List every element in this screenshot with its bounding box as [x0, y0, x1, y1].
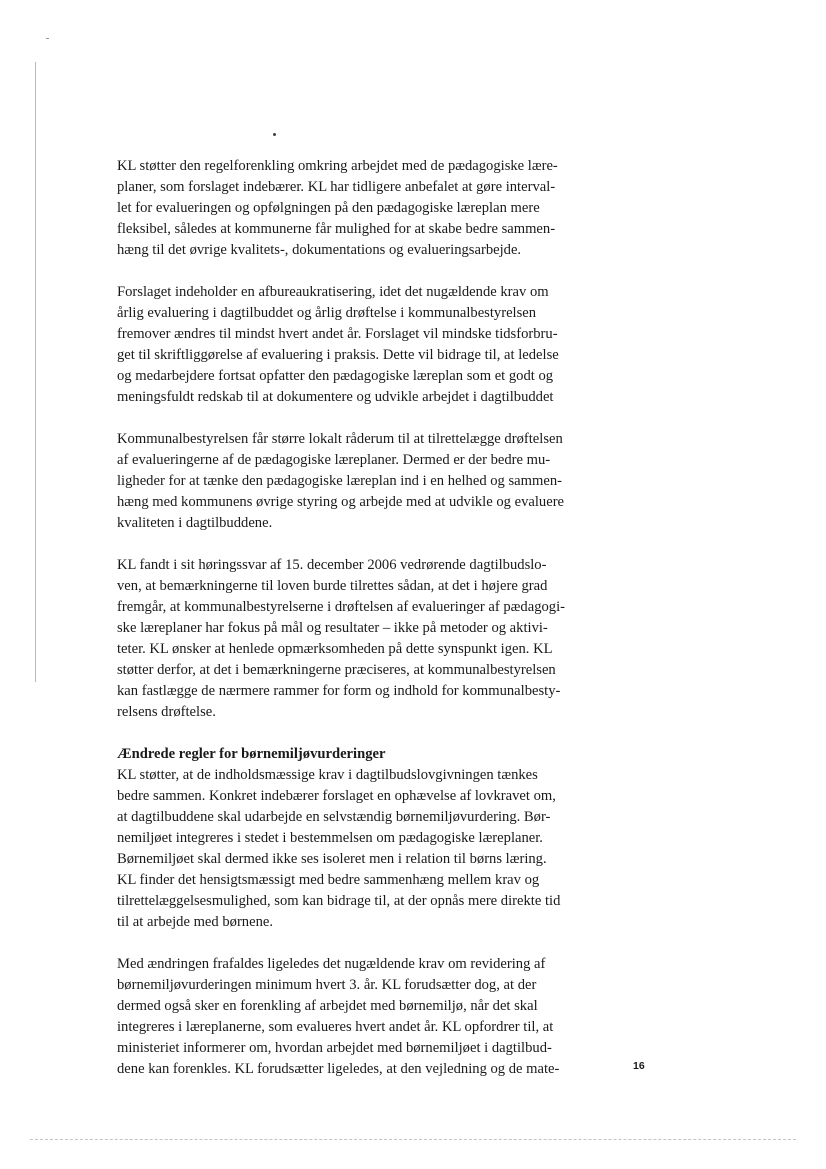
- text-line: kan fastlægge de nærmere rammer for form og indhold for kommunalbesty-: [117, 683, 561, 699]
- paragraph-regelforenkling: [117, 156, 601, 261]
- scan-artifact-left-edge: [35, 62, 36, 682]
- text-line: støtter derfor, at det i bemærkningerne præciseres, at kommunalbestyrelsen: [117, 662, 556, 678]
- text-line: af evalueringerne af de pædagogiske læreplaner. Dermed er der bedre mu-: [117, 452, 551, 468]
- text-line: dene kan forenkles. KL forudsætter ligeledes, at den vejledning og de mate-: [117, 1061, 560, 1077]
- text-line: ministeriet informerer om, hvordan arbejdet med børnemiljøet i dagtilbud-: [117, 1040, 552, 1056]
- text-line: og medarbejdere fortsat opfatter den pædagogiske læreplan som et godt og: [117, 368, 554, 384]
- scan-artifact-top: [46, 38, 49, 39]
- text-line: dermed også sker en forenkling af arbejdet med børnemiljø, når det skal: [117, 998, 538, 1014]
- text-line: ske læreplaner har fokus på mål og resultater – ikke på metoder og aktivi-: [117, 620, 548, 636]
- text-line: fremover ændres til mindst hvert andet år. Forslaget vil mindske tidsforbru-: [117, 326, 558, 342]
- paragraph-hoeringssvar: [117, 555, 601, 723]
- text-line: Kommunalbestyrelsen får større lokalt råderum til at tilrettelægge drøftelsen: [117, 431, 563, 447]
- text-line: get til skriftliggørelse af evaluering i praksis. Dette vil bidrage til, at ledelse: [117, 347, 559, 363]
- scan-artifact-dot: [273, 133, 276, 136]
- text-line: ven, at bemærkningerne til loven burde tilrettes sådan, at det i højere grad: [117, 578, 548, 594]
- text-line: KL finder det hensigtsmæssigt med bedre sammenhæng mellem krav og: [117, 872, 540, 888]
- text-line: tilrettelæggelsesmulighed, som kan bidrage til, at der opnås mere direkte tid: [117, 893, 561, 909]
- text-line: planer, som forslaget indebærer. KL har tidligere anbefalet at gøre interval-: [117, 179, 556, 195]
- text-line: meningsfuldt redskab til at dokumentere og udvikle arbejdet i dagtilbuddet: [117, 389, 554, 405]
- page-number: 16: [633, 1060, 645, 1072]
- text-line: teter. KL ønsker at henlede opmærksomheden på dette synspunkt igen. KL: [117, 641, 553, 657]
- text-line: Forslaget indeholder en afbureaukratisering, idet det nugældende krav om: [117, 284, 549, 300]
- text-line: KL støtter, at de indholdsmæssige krav i dagtilbudslovgivningen tænkes: [117, 767, 538, 783]
- text-line: KL fandt i sit høringssvar af 15. december 2006 vedrørende dagtilbudslo-: [117, 557, 547, 573]
- section-heading: Ændrede regler for børnemiljøvurderinger: [117, 746, 386, 762]
- text-line: at dagtilbuddene skal udarbejde en selvstændig børnemiljøvurdering. Bør-: [117, 809, 551, 825]
- text-line: hæng til det øvrige kvalitets-, dokumentations og evalueringsarbejde.: [117, 242, 522, 258]
- text-line: nemiljøet integreres i stedet i bestemmelsen om pædagogiske læreplaner.: [117, 830, 543, 846]
- text-line: til at arbejde med børnene.: [117, 914, 274, 930]
- text-line: fremgår, at kommunalbestyrelserne i drøftelsen af evalueringer af pædagogi-: [117, 599, 565, 615]
- text-line: årlig evaluering i dagtilbuddet og årlig drøftelse i kommunalbestyrelsen: [117, 305, 537, 321]
- text-line: Med ændringen frafaldes ligeledes det nugældende krav om revidering af: [117, 956, 546, 972]
- text-line: relsens drøftelse.: [117, 704, 216, 720]
- text-line: KL støtter den regelforenkling omkring arbejdet med de pædagogiske lære-: [117, 158, 558, 174]
- text-line: Børnemiljøet skal dermed ikke ses isoleret men i relation til børns læring.: [117, 851, 547, 867]
- paragraph-revidering: [117, 954, 601, 1080]
- section-boernemiljoevurderinger: [117, 744, 601, 933]
- text-line: fleksibel, således at kommunerne får mulighed for at skabe bedre sammen-: [117, 221, 556, 237]
- paragraph-afbureaukratisering: [117, 282, 601, 408]
- paragraph-kommunalbestyrelsen: [117, 429, 601, 534]
- text-line: kvaliteten i dagtilbuddene.: [117, 515, 273, 531]
- document-body: [117, 156, 601, 1101]
- text-line: bedre sammen. Konkret indebærer forslaget en ophævelse af lovkravet om,: [117, 788, 556, 804]
- text-line: integreres i læreplanerne, som evalueres hvert andet år. KL opfordrer til, at: [117, 1019, 554, 1035]
- text-line: ligheder for at tænke den pædagogiske læreplan ind i en helhed og sammen-: [117, 473, 562, 489]
- text-line: let for evalueringen og opfølgningen på den pædagogiske læreplan mere: [117, 200, 540, 216]
- scan-artifact-bottom-edge: [30, 1139, 796, 1140]
- text-line: hæng med kommunens øvrige styring og arbejde med at udvikle og evaluere: [117, 494, 565, 510]
- text-line: børnemiljøvurderingen minimum hvert 3. år. KL forudsætter dog, at der: [117, 977, 537, 993]
